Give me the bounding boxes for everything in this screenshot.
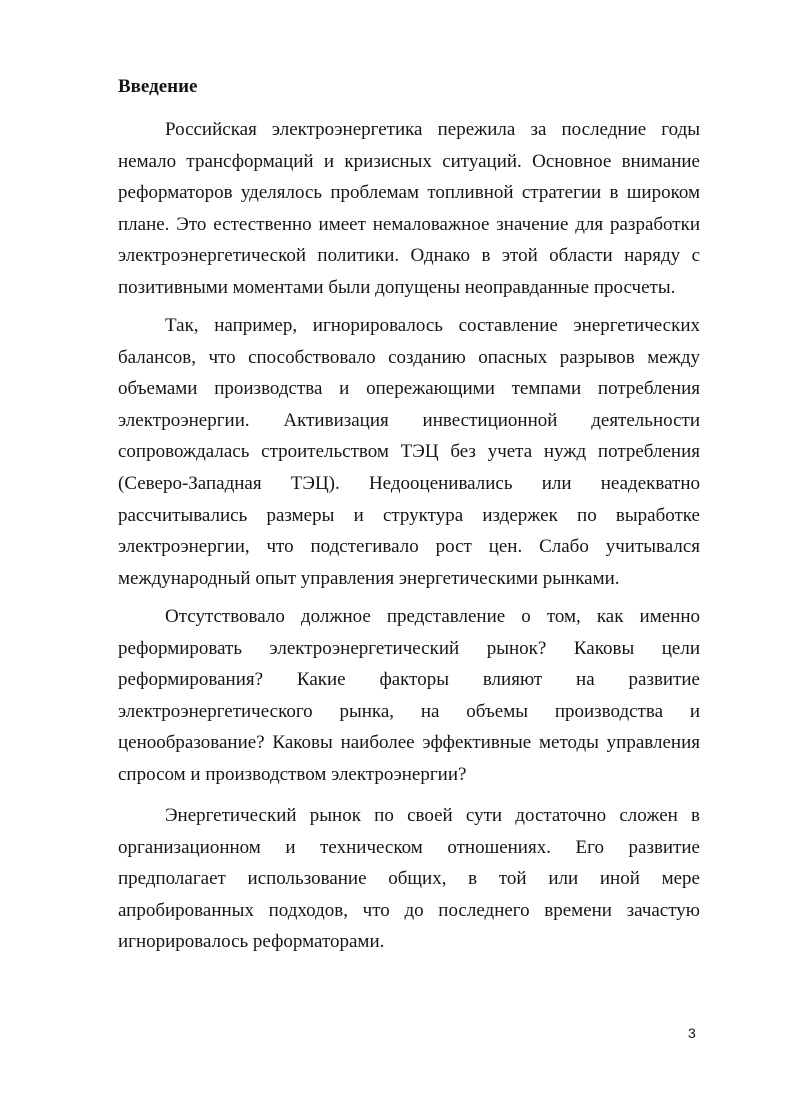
paragraph-3: Отсутствовало должное представление о том, как именно реформировать электроэнергетический рынок? Каковы цели реформирования? Какие факторы влияют на развитие электроэнергетического рынка, на объемы производства и ценообразование? Каковы наиболее эффективные методы управления спросом и производством электроэнергии? (118, 606, 700, 785)
page-number: 3 (688, 1025, 696, 1041)
paragraph-1: Российская электроэнергетика пережила за последние годы немало трансформаций и кризисных ситуаций. Основное внимание реформаторов уделялось проблемам топливной стратегии в широком плане. Это естественно имеет немаловажное значение для разработки электроэнергетической политики. Однако в этой области наряду с позитивными моментами были допущены неоправданные просчеты. (118, 119, 700, 298)
paragraph-2: Так, например, игнорировалось составление энергетических балансов, что способствовало созданию опасных разрывов между объемами производства и опережающими темпами потребления электроэнергии. Активизация инвестиционной деятельности сопровождалась строительством ТЭЦ без учета нужд потребления (Северо-Западная ТЭЦ). Недооценивались или неадекватно рассчитывались размеры и структура издержек по выработке электроэнергии, что подстегивало рост цен. Слабо учитывался международный опыт управления энергетическими рынками. (118, 315, 700, 589)
paragraph-4: Энергетический рынок по своей сути достаточно сложен в организационном и техническом отношениях. Его развитие предполагает использование общих, в той или иной мере апробированных подходов, что до последнего времени зачастую игнорировалось реформаторами. (118, 805, 700, 953)
section-heading: Введение (118, 76, 198, 97)
